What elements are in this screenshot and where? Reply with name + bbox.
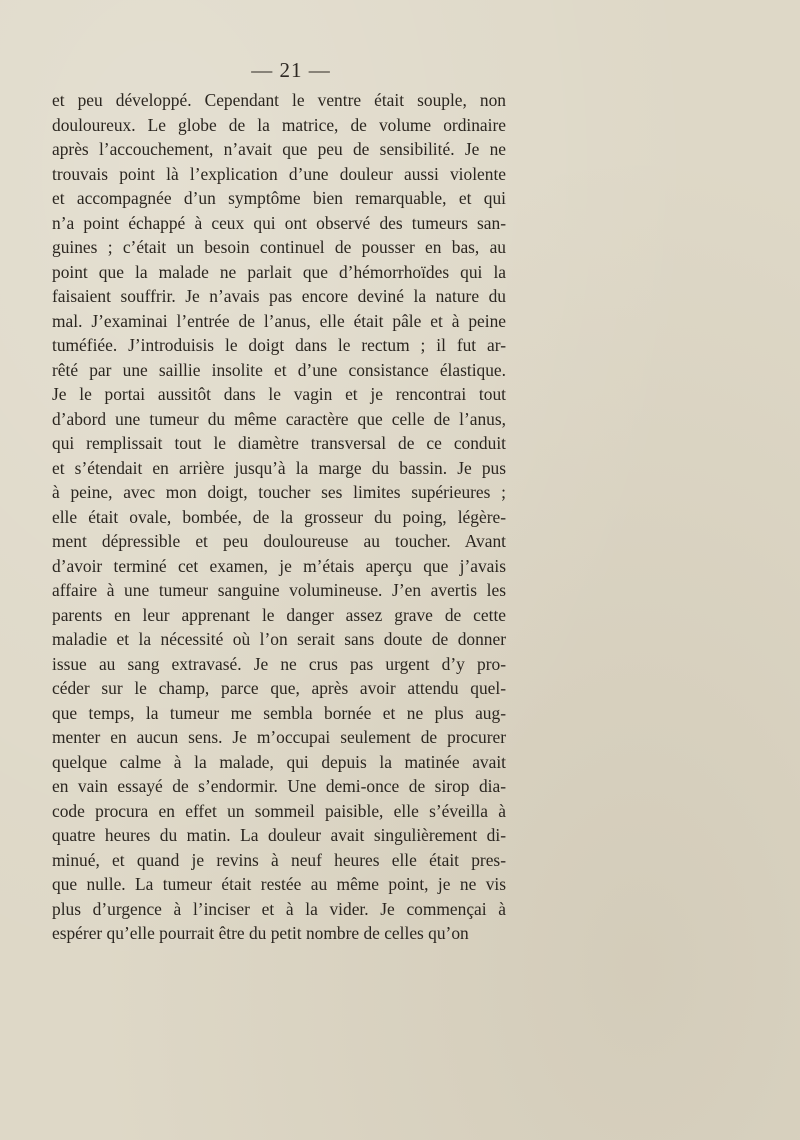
- text-line: point que la malade ne parlait que d’hémorrhoïdes qui la: [52, 261, 506, 282]
- text-line: plus d’urgence à l’inciser et à la vider. Je commençai à: [52, 898, 506, 919]
- text-line: mal. J’examinai l’entrée de l’anus, elle était pâle et à peine: [52, 310, 506, 331]
- text-line: code procura en effet un sommeil paisible, elle s’éveilla à: [52, 800, 506, 821]
- text-line: céder sur le champ, parce que, après avoir attendu quel-: [52, 678, 506, 698]
- text-line: n’a point échappé à ceux qui ont observé des tumeurs san-: [52, 212, 506, 233]
- text-line: douloureux. Le globe de la matrice, de volume ordinaire: [52, 114, 506, 135]
- text-line: parents en leur apprenant le danger assez grave de cette: [52, 604, 506, 625]
- text-line: en vain essayé de s’endormir. Une demi-once de sirop dia-: [52, 776, 506, 796]
- text-line: à peine, avec mon doigt, toucher ses limites supérieures ;: [52, 482, 506, 502]
- text-line: d’abord une tumeur du même caractère que celle de l’anus,: [52, 408, 506, 429]
- text-line: ment dépressible et peu douloureuse au toucher. Avant: [52, 531, 506, 551]
- text-line: qui remplissait tout le diamètre transversal de ce conduit: [52, 433, 506, 453]
- text-line: menter en aucun sens. Je m’occupai seulement de procurer: [52, 727, 506, 747]
- text-line: affaire à une tumeur sanguine volumineuse. J’en avertis les: [52, 580, 506, 600]
- text-line: que nulle. La tumeur était restée au même point, je ne vis: [52, 874, 506, 894]
- text-line: et peu développé. Cependant le ventre était souple, non: [52, 90, 506, 110]
- text-line: Je le portai aussitôt dans le vagin et je rencontrai tout: [52, 384, 506, 404]
- text-line: guines ; c’était un besoin continuel de pousser en bas, au: [52, 237, 506, 257]
- text-line: trouvais point là l’explication d’une douleur aussi violente: [52, 163, 506, 184]
- text-line: après l’accouchement, n’avait que peu de sensibilité. Je ne: [52, 139, 506, 159]
- text-line: et accompagnée d’un symptôme bien remarquable, et qui: [52, 188, 506, 208]
- text-line: rêté par une saillie insolite et d’une consistance élastique.: [52, 359, 506, 380]
- text-line: espérer qu’elle pourrait être du petit nombre de celles qu’on: [52, 923, 469, 943]
- text-line: tuméfiée. J’introduisis le doigt dans le rectum ; il fut ar-: [52, 335, 506, 355]
- text-line: et s’étendait en arrière jusqu’à la marge du bassin. Je pus: [52, 457, 506, 478]
- text-line: elle était ovale, bombée, de la grosseur du poing, légère-: [52, 506, 506, 527]
- text-line: quelque calme à la malade, qui depuis la matinée avait: [52, 751, 506, 772]
- text-line: d’avoir terminé cet examen, je m’étais aperçu que j’avais: [52, 555, 506, 576]
- page-number: — 21 —: [251, 58, 331, 82]
- text-line: quatre heures du matin. La douleur avait singulièrement di-: [52, 825, 506, 845]
- body-text: [52, 88, 506, 946]
- text-line: issue au sang extravasé. Je ne crus pas urgent d’y pro-: [52, 653, 506, 674]
- text-line: minué, et quand je revins à neuf heures elle était pres-: [52, 849, 506, 870]
- text-line: que temps, la tumeur me sembla bornée et ne plus aug-: [52, 702, 506, 723]
- text-line: maladie et la nécessité où l’on serait sans doute de donner: [52, 629, 506, 649]
- text-line: faisaient souffrir. Je n’avais pas encore deviné la nature du: [52, 286, 506, 306]
